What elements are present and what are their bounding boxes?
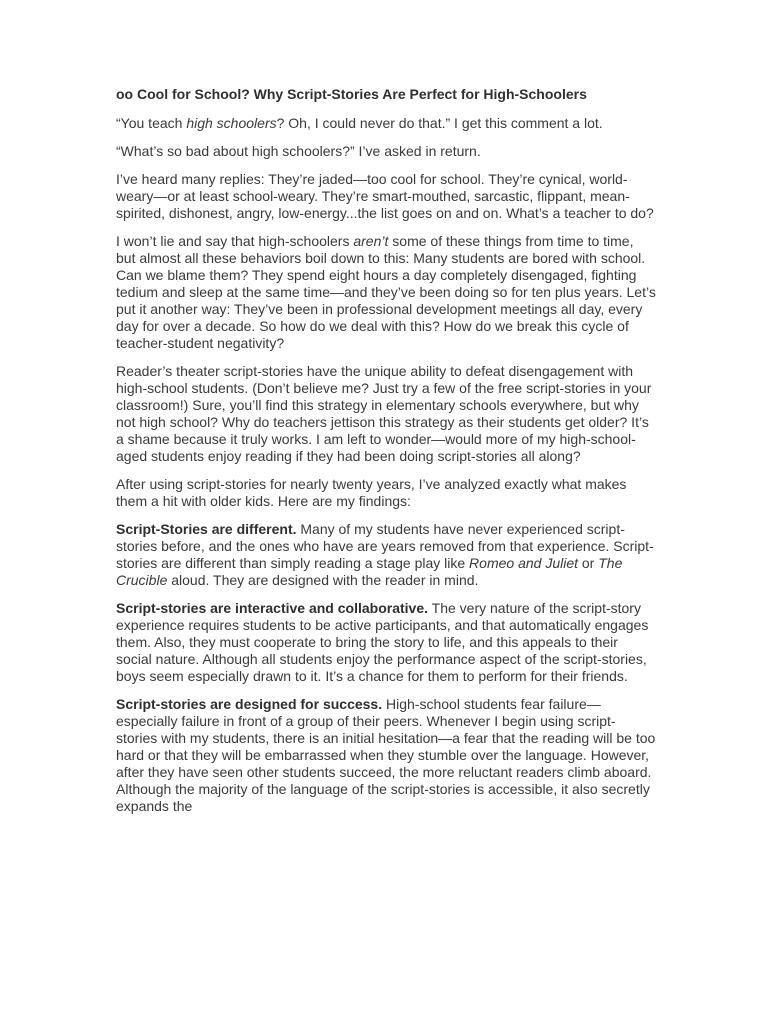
paragraph-1-emphasis: high schoolers	[186, 115, 277, 131]
paragraph-9-text: High-school students fear failure—especially failure in front of a group of their peers. Whenever I begin using script-stories with my students, there is an initial hesitation—a fear that the reading will be too hard or that they will be embarrassed when they stumble over the language. However, after they have seen other students succeed, the more reluctant readers climb aboard. Although the majority of the language of the script-stories is accessible, it also secretly expands the	[116, 696, 656, 814]
paragraph-7-text-a: Many of my students have never experienced script-stories before, and the ones who have are years removed from that experience. Script-stories are different than simply reading a stage play like	[116, 521, 654, 571]
paragraph-5: Reader’s theater script-stories have the unique ability to defeat disengagement with high-school students. (Don’t believe me? Just try a few of the free script-stories in your classroom!) Sure, you’ll find this strategy in elementary schools everywhere, but why not high school? Why do teachers jettison this strategy as their students get older? It’s a shame because it truly works. I am left to wonder—would more of my high-school-aged students enjoy reading if they had been doing script-stories all along?	[116, 363, 652, 464]
paragraph-6: After using script-stories for nearly twenty years, I’ve analyzed exactly what makes them a hit with older kids. Here are my findings:	[116, 476, 627, 509]
paragraph-8-heading: Script-stories are interactive and collaborative.	[116, 600, 429, 616]
paragraph-7-text-b: or	[578, 555, 599, 571]
paragraph-4-text-b: some of these things from time to time, but almost all these behaviors boil down to this: Many students are bored with school. Can we blame them? They spend eight hours a day completely disengaged, fighting tedium and sleep at the same time—and they’ve been doing so for ten plus years. Let’s put it another way: They’ve been in professional development meetings all day, every day for over a decade. So how do we deal with this? How do we break this cycle of teacher-student negativity?	[116, 233, 656, 351]
paragraph-1	[116, 115, 656, 132]
paragraph-7	[116, 521, 656, 589]
paragraph-1-text-a: “You teach	[116, 115, 187, 131]
paragraph-8-text: The very nature of the script-story experience requires students to be active participants, and that automatically engages them. Also, they must cooperate to bring the story to life, and this appeals to their social nature. Although all students enjoy the performance aspect of the script-stories, boys seem especially drawn to it. It’s a chance for them to perform for their friends.	[116, 600, 649, 684]
paragraph-9	[116, 696, 656, 815]
paragraph-1-text-b: ? Oh, I could never do that.” I get this comment a lot.	[276, 115, 603, 131]
paragraph-7-emphasis-1: Romeo and Juliet	[469, 555, 578, 571]
paragraph-9-heading: Script-stories are designed for success.	[116, 696, 383, 712]
paragraph-7-heading: Script-Stories are different.	[116, 521, 297, 537]
paragraph-4-text-a: I won’t lie and say that high-schoolers	[116, 233, 354, 249]
paragraph-3: I’ve heard many replies: They’re jaded—too cool for school. They’re cynical, world-weary—or at least school-weary. They’re smart-mouthed, sarcastic, flippant, mean-spirited, dishonest, angry, low-energy...the list goes on and on. What’s a teacher to do?	[116, 171, 654, 221]
paragraph-7-text-c: aloud. They are designed with the reader in mind.	[167, 572, 479, 588]
paragraph-2: “What’s so bad about high schoolers?” I’ve asked in return.	[116, 143, 481, 159]
document-title: oo Cool for School? Why Script-Stories Are Perfect for High-Schoolers	[116, 86, 587, 102]
paragraph-4	[116, 233, 656, 352]
document-page	[116, 86, 656, 826]
paragraph-7-emphasis-2: The Crucible	[116, 555, 623, 588]
paragraph-8	[116, 600, 656, 685]
paragraph-4-emphasis: aren’t	[353, 233, 389, 249]
